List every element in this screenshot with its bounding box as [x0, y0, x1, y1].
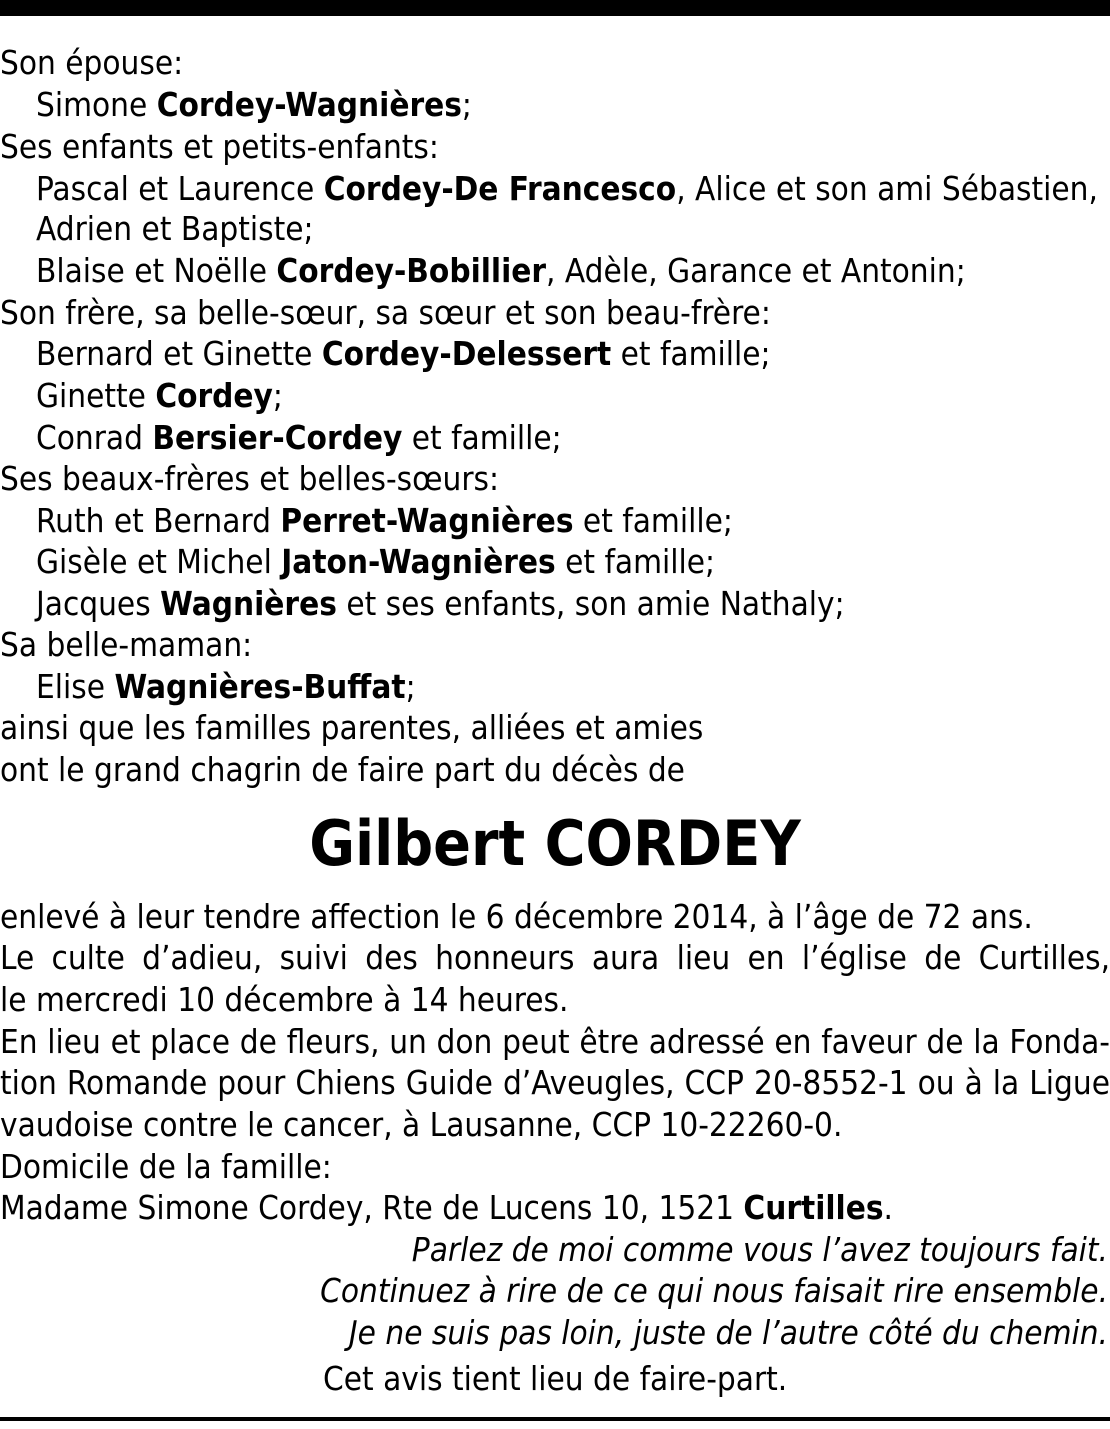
- child-line-2: Blaise et Noëlle Cordey-Bobillier, Adèle, Garance et Antonin;: [36, 251, 966, 290]
- closing-notice: Cet avis tient lieu de faire-part.: [323, 1359, 788, 1398]
- child-line-1-cont: Adrien et Baptiste;: [36, 209, 314, 248]
- inlaws-heading: Ses beaux-frères et belles-sœurs:: [0, 459, 500, 498]
- detail-line-3: le mercredi 10 décembre à 14 heures.: [0, 980, 569, 1019]
- detail-line-5: tion Romande pour Chiens Guide d’Aveugles, CCP 20-8552-1 ou à la Ligue: [0, 1063, 1110, 1102]
- detail-line-6: vaudoise contre le cancer, à Lausanne, CCP 10-22260-0.: [0, 1105, 843, 1144]
- detail-line-1: enlevé à leur tendre affection le 6 décembre 2014, à l’âge de 72 ans.: [0, 897, 1033, 936]
- detail-line-2: Le culte d’adieu, suivi des honneurs aura lieu en l’église de Curtilles,: [0, 938, 1110, 977]
- poem-line-1: Parlez de moi comme vous l’avez toujours fait.: [411, 1230, 1108, 1269]
- deceased-name: Gilbert CORDEY: [309, 807, 801, 880]
- address-line: Madame Simone Cordey, Rte de Lucens 10, 1521 Curtilles.: [0, 1188, 893, 1227]
- sibling-line-1: Bernard et Ginette Cordey-Delessert et famille;: [36, 334, 771, 373]
- poem-line-3: Je ne suis pas loin, juste de l’autre côté du chemin.: [348, 1313, 1108, 1352]
- inlaw-line-3: Jacques Wagnières et ses enfants, son amie Nathaly;: [36, 584, 845, 623]
- inlaw-line-1: Ruth et Bernard Perret-Wagnières et famille;: [36, 501, 733, 540]
- poem-line-2: Continuez à rire de ce qui nous faisait rire ensemble.: [320, 1271, 1108, 1310]
- sibling-line-3: Conrad Bersier-Cordey et famille;: [36, 418, 562, 457]
- detail-line-7: Domicile de la famille:: [0, 1147, 332, 1186]
- child-line-1: Pascal et Laurence Cordey-De Francesco, Alice et son ami Sébastien,: [36, 169, 1098, 208]
- mother-in-law-heading: Sa belle-maman:: [0, 625, 253, 664]
- bottom-border-rule: [0, 1417, 1110, 1421]
- spouse-line: Simone Cordey-Wagnières;: [36, 85, 472, 124]
- siblings-heading: Son frère, sa belle-sœur, sa sœur et son beau-frère:: [0, 293, 771, 332]
- spouse-heading: Son épouse:: [0, 43, 184, 82]
- sibling-line-2: Ginette Cordey;: [36, 376, 283, 415]
- others-line-1: ainsi que les familles parentes, alliées et amies: [0, 708, 704, 747]
- mother-in-law-line: Elise Wagnières-Buffat;: [36, 667, 416, 706]
- children-heading: Ses enfants et petits-enfants:: [0, 127, 439, 166]
- top-border-rule: [0, 0, 1110, 16]
- detail-line-4: En lieu et place de fleurs, un don peut être adressé en faveur de la Fonda-: [0, 1022, 1110, 1061]
- others-line-2: ont le grand chagrin de faire part du décès de: [0, 750, 685, 789]
- inlaw-line-2: Gisèle et Michel Jaton-Wagnières et famille;: [36, 542, 716, 581]
